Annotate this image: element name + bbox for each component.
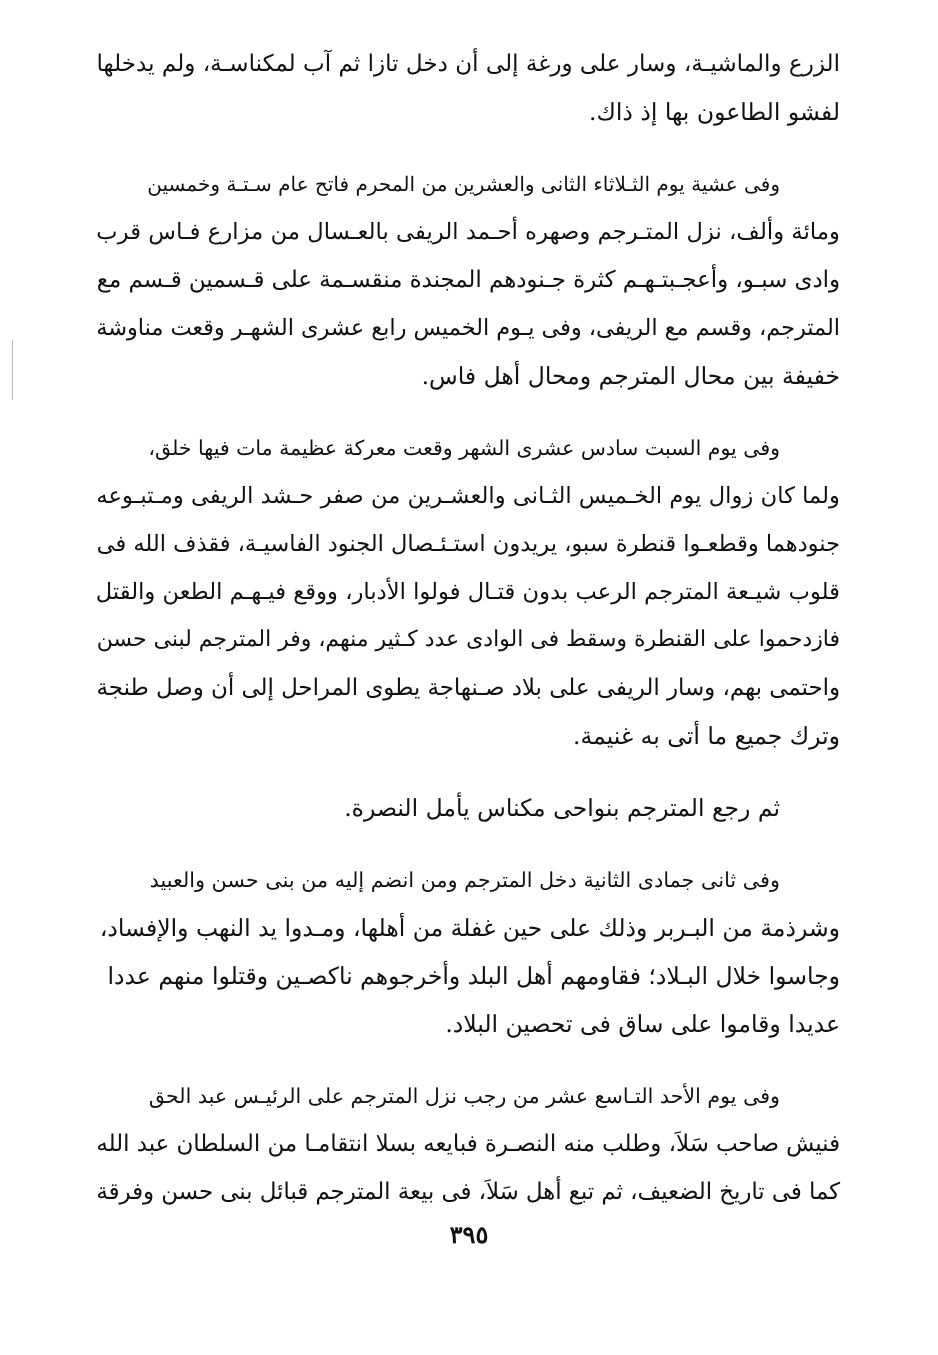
page-body (96, 40, 840, 1240)
paragraph-3 (96, 424, 840, 760)
text-line: وفى يوم السبت سادس عشرى الشهر وقعت معركة عظيمة مات فيها خلق، (148, 436, 780, 460)
text-line: وفى ثانى جمادى الثانية دخل المترجم ومن انضم إليه من بنى حسن والعبيد (149, 868, 780, 892)
text-line: الزرع والماشيـة، وسار على ورغة إلى أن دخل تازا ثم آب لمكناسـة، ولم يدخلها (96, 51, 840, 77)
text-line: لفشو الطاعون بها إذ ذاك. (589, 98, 840, 126)
paragraph-1 (96, 40, 840, 136)
text-line: فنيش صاحب سَلاَ، وطلب منه النصـرة فبايعه بسلا انتقامـا من السلطان عبد الله (96, 1131, 840, 1157)
text-line: وشرذمة من البـربر وذلك على حين غفلة من أهلها، ومـدوا يد النهب والإفساد، (99, 914, 840, 942)
paragraph-5 (96, 856, 840, 1048)
paragraph-6 (96, 1072, 840, 1216)
text-line: جنودهما وقطعـوا قنطرة سبو، يريدون استـئـصال الجنود الفاسيـة، فقذف الله فى (96, 531, 840, 557)
text-line: قلوب شيـعة المترجم الرعب بدون قتـال فولوا الأدبار، ووقع فيـهـم الطعن والقتل (95, 579, 840, 605)
text-line: واحتمى بهم، وسار الريفى على بلاد صـنهاجة يطوى المراحل إلى أن وصل طنجة (96, 675, 840, 701)
text-line: ومائة وألف، نزل المتـرجم وصهره أحـمد الريفى بالعـسال من مزارع فـاس قرب (96, 219, 840, 245)
text-line: فازدحموا على القنطرة وسقط فى الوادى عدد كـثير منهم، وفر المترجم لبنى حسن (96, 627, 840, 652)
text-line: ثم رجع المترجم بنواحى مكناس يأمل النصرة. (344, 794, 780, 822)
scan-edge-mark (12, 340, 13, 400)
text-line: وادى سبـو، وأعجـبتـهـم كثرة جـنودهم المجندة منقسـمة على قـسمين قـسم مع (96, 267, 840, 293)
text-line: وفى عشية يوم الثـلاثاء الثانى والعشرين من المحرم فاتح عام سـتـة وخمسين (147, 172, 780, 196)
text-line: وفى يوم الأحد التـاسع عشر من رجب نزل المترجم على الرئيـس عبد الحق (148, 1084, 780, 1108)
text-line: كما فى تاريخ الضعيف، ثم تبع أهل سَلاَ، فى بيعة المترجم قبائل بنى حسن وفرقة (96, 1179, 840, 1205)
paragraph-2 (96, 160, 840, 400)
text-line: عديدا وقاموا على ساق فى تحصين البلاد. (445, 1010, 840, 1038)
text-line: ولما كان زوال يوم الخـميس الثـانى والعشـرين من صفر حـشد الريفى ومـتبـوعه (96, 483, 840, 509)
page-number: ٣٩٥ (449, 1220, 489, 1249)
text-line: خفيفة بين محال المترجم ومحال أهل فاس. (421, 362, 840, 390)
text-line: وجاسوا خلال البـلاد؛ فقاومهم أهل البلد وأخرجوهم ناكصـين وقتلوا منهم عددا (107, 962, 840, 990)
text-line: وترك جميع ما أتى به غنيمة. (573, 722, 840, 750)
text-line: المترجم، وقسم مع الريفى، وفى يـوم الخميس رابع عشرى الشهـر وقعت مناوشة (96, 315, 840, 341)
paragraph-4 (96, 784, 840, 832)
